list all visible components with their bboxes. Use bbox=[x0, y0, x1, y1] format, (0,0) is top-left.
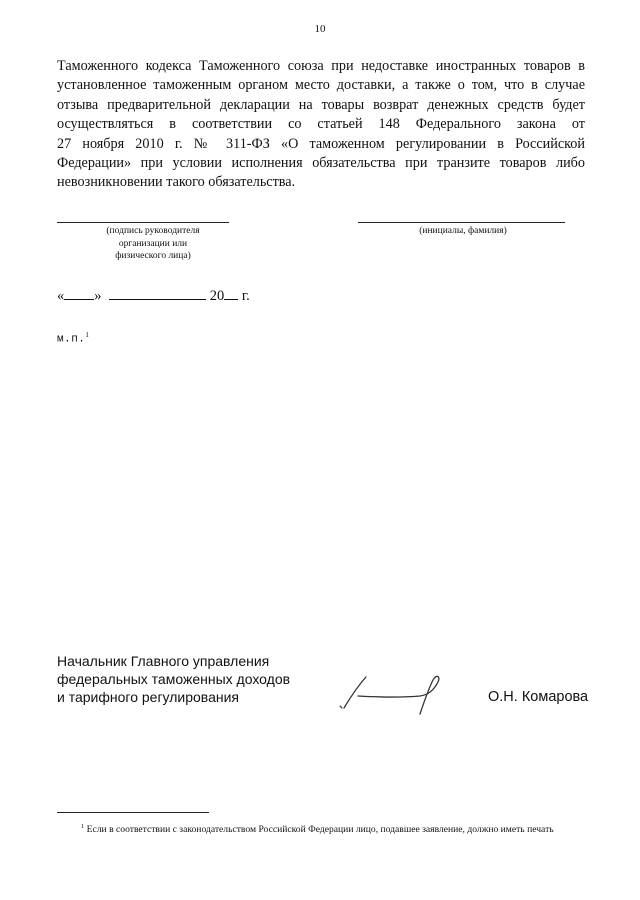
body-paragraph bbox=[57, 57, 585, 193]
body-line: Федерации» при условии исполнения обязательства при транзите товаров либо bbox=[57, 155, 585, 172]
footnote-mark: 1 bbox=[81, 823, 85, 830]
open-quote: « bbox=[57, 288, 65, 304]
close-quote: » bbox=[94, 288, 102, 304]
footnote-separator bbox=[57, 812, 209, 813]
body-line: отзыва предварительной декларации на товары возврат денежных средств будет bbox=[57, 96, 585, 113]
month-blank bbox=[109, 287, 206, 300]
body-line: 27 ноября 2010 г. № 311-ФЗ «О таможенном регулировании в Российской bbox=[57, 135, 585, 152]
page-number: 10 bbox=[314, 23, 326, 35]
official-position: Начальник Главного управления федеральных таможенных доходов и тарифного регулирования bbox=[57, 653, 291, 705]
body-line: установленное таможенным органом место доставки, а также о том, что в случае bbox=[57, 77, 585, 94]
year-blank bbox=[224, 287, 238, 300]
official-name: О.Н. Комарова bbox=[488, 689, 589, 705]
body-line: Таможенного кодекса Таможенного союза при недоставке иностранных товаров в bbox=[57, 58, 585, 74]
signature-caption: (подпись руководителя организации или физического лица) bbox=[106, 226, 200, 261]
signature-line-left bbox=[57, 222, 229, 223]
footnote-text: Если в соответствии с законодательством Российской Федерации лицо, подавшее заявление, должно иметь печать bbox=[86, 824, 554, 836]
day-blank bbox=[64, 287, 94, 300]
footnote-ref: 1 bbox=[85, 331, 90, 339]
footnote bbox=[57, 820, 585, 837]
year-suffix: г. bbox=[241, 288, 250, 304]
date-line bbox=[57, 287, 250, 305]
stamp-place: м.п.$^1$ bbox=[57, 331, 90, 346]
body-line: невозникновении такого обязательства. bbox=[57, 174, 296, 191]
year-prefix: 20 bbox=[209, 288, 225, 304]
handwritten-signature bbox=[336, 668, 466, 718]
body-line: осуществляться в соответствии со статьей 148 Федерального закона от bbox=[57, 116, 585, 133]
initials-caption: (инициалы, фамилия) bbox=[419, 226, 507, 236]
initials-line-right bbox=[358, 222, 565, 223]
